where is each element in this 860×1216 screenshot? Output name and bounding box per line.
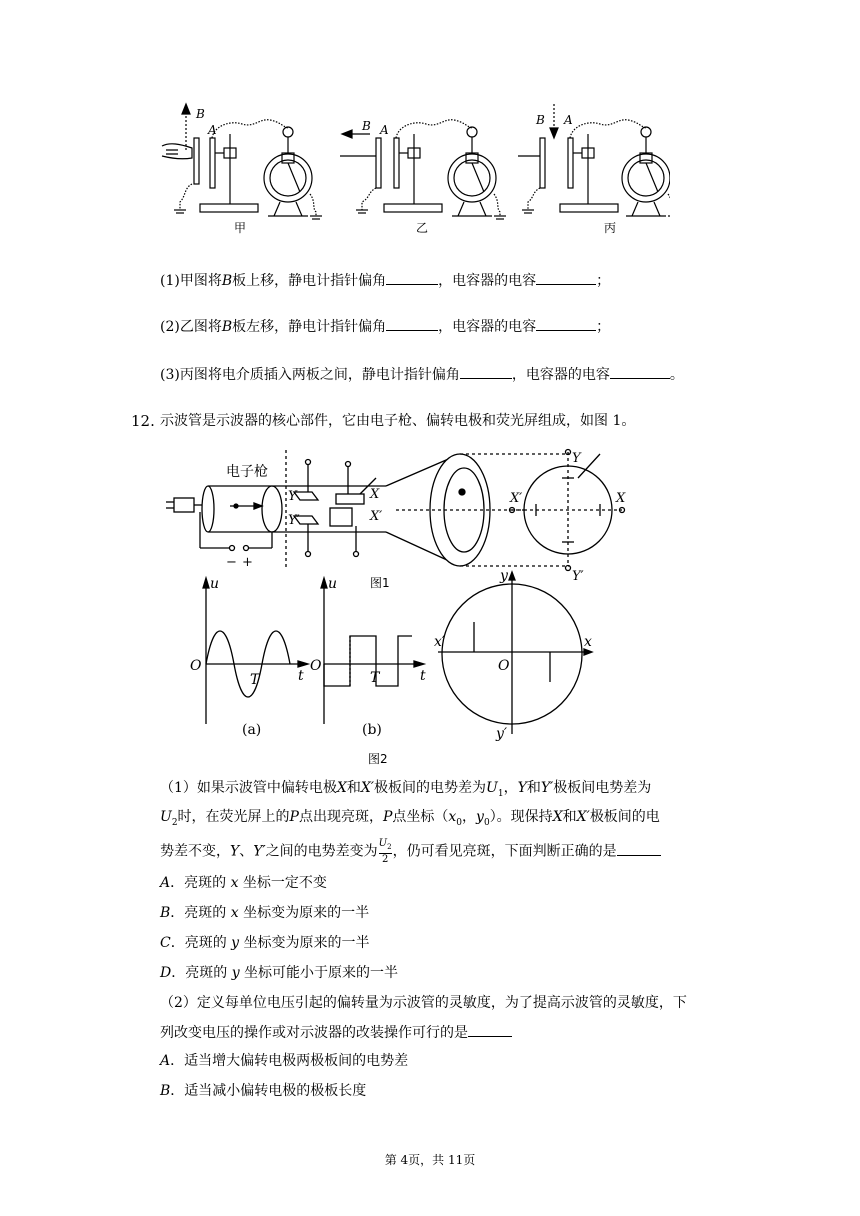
caption-jia: 甲 <box>234 221 247 235</box>
answer-blank[interactable] <box>468 1022 512 1037</box>
q12-sub1-line3: 势差不变，Y、Y′之间的电势差变为 $\frac{U_2}{2}$ ，仍可看见亮斑，下面判断正确的是 <box>160 838 661 865</box>
label-a-jia: A <box>208 123 217 137</box>
screen-xp-label: X′ <box>510 491 523 506</box>
screen-xp: x′ <box>434 634 446 650</box>
fig1-caption: 图1 <box>370 576 390 590</box>
label-b-bing: B <box>536 113 545 127</box>
label-a-yi: A <box>380 123 389 137</box>
q12-number: 12. <box>131 412 155 430</box>
answer-blank[interactable] <box>610 364 670 379</box>
q11-part2-end: ； <box>596 319 611 335</box>
label-a-bing: A <box>564 113 573 127</box>
q11-part2-plate: B <box>221 319 233 335</box>
label-b-jia: B <box>196 107 205 121</box>
screen-o: O <box>498 658 510 674</box>
capacitor-experiment-figure <box>150 98 670 238</box>
q12-sub1-line1: （1）如果示波管中偏转电极X和X′极板间的电势差为$U_1$，Y和Y′极板间电势差为 <box>160 780 652 799</box>
answer-blank[interactable] <box>536 270 596 285</box>
screen-x-label: X <box>616 491 626 506</box>
b-u-label: u <box>328 576 338 592</box>
screen-yp-label: Y′ <box>572 569 584 584</box>
q12-sub2-option-a[interactable]: A．适当增大偏转电极两极板间的电势差 <box>160 1053 409 1069</box>
yp-plate-label: Y′ <box>288 513 300 528</box>
q11-part3-end: 。 <box>669 367 684 383</box>
a-t-label: t <box>298 668 304 684</box>
b-caption: (b) <box>362 722 382 738</box>
page-footer: 第 4页，共 11页 <box>384 1153 476 1167</box>
q12-stem: 示波管是示波器的核心部件，它由电子枪、偏转电极和荧光屏组成，如图 1。 <box>160 413 636 429</box>
q11-part2 <box>160 316 610 337</box>
q11-part3-prefix: (3)丙图将电介质插入两板之间，静电计指针偏角 <box>160 367 460 383</box>
label-b-yi: B <box>362 119 371 133</box>
q12-sub1-option-d[interactable]: D．亮斑的 y 坐标可能小于原来的一半 <box>160 965 399 981</box>
minus-label: − <box>226 555 237 570</box>
q12-sub1-option-a[interactable]: A．亮斑的 x 坐标一定不变 <box>160 875 327 891</box>
q11-part2-prefix: (2)乙图将 <box>160 319 222 335</box>
q12-sub1-option-b[interactable]: B．亮斑的 x 坐标变为原来的一半 <box>160 905 370 921</box>
screen-yp: y′ <box>496 726 508 742</box>
plus-label: + <box>242 555 253 570</box>
q11-part1-prefix: (1)甲图将 <box>160 273 222 289</box>
answer-blank[interactable] <box>386 270 438 285</box>
x-plate-label: X <box>370 487 380 502</box>
a-caption: (a) <box>242 722 262 738</box>
fig2-caption: 图2 <box>368 752 388 766</box>
q12-sub1-option-c[interactable]: C．亮斑的 y 坐标变为原来的一半 <box>160 935 370 951</box>
q11-part3 <box>160 364 684 385</box>
a-u-label: u <box>210 576 220 592</box>
a-o-label: O <box>190 658 202 674</box>
caption-bing: 丙 <box>604 221 617 235</box>
screen-x: x <box>584 634 592 650</box>
waveform-figure <box>180 566 610 746</box>
answer-blank[interactable] <box>386 316 438 331</box>
q11-part3-mid2: ，电容器的电容 <box>511 367 610 383</box>
screen-y-label: Y <box>572 451 581 466</box>
q11-part1-end: ； <box>596 273 611 289</box>
q12-sub2-line1: （2）定义每单位电压引起的偏转量为示波管的灵敏度，为了提高示波管的灵敏度，下 <box>160 995 687 1011</box>
b-o-label: O <box>310 658 322 674</box>
a-T-label: T <box>250 672 260 688</box>
q11-part1-mid: 板上移，静电计指针偏角 <box>232 273 387 289</box>
q12-sub2-option-b[interactable]: B．适当减小偏转电极的极板长度 <box>160 1083 367 1099</box>
b-t-label: t <box>420 668 426 684</box>
fraction: $\frac{U_2}{2}$ <box>378 838 392 865</box>
xp-plate-label: X′ <box>370 509 383 524</box>
q11-part2-mid: 板左移，静电计指针偏角 <box>232 319 387 335</box>
q11-part1-mid2: ，电容器的电容 <box>438 273 537 289</box>
answer-blank[interactable] <box>617 841 661 856</box>
y-plate-label: Y <box>288 489 297 504</box>
answer-blank[interactable] <box>536 316 596 331</box>
q11-part1 <box>160 270 610 291</box>
q11-part1-plate: B <box>221 273 233 289</box>
screen-y: y <box>500 568 508 584</box>
b-T-label: T <box>370 670 380 686</box>
gun-label: 电子枪 <box>226 464 268 480</box>
caption-yi: 乙 <box>416 221 429 235</box>
q12-sub2-line2: 列改变电压的操作或对示波器的改装操作可行的是 <box>160 1022 512 1043</box>
answer-blank[interactable] <box>460 364 512 379</box>
q12-sub1-line2: $U_2$时，在荧光屏上的P点出现亮斑，P点坐标（$x_0$，$y_0$）。现保持X和X′极板间的电 <box>160 809 660 828</box>
q11-part2-mid2: ，电容器的电容 <box>438 319 537 335</box>
